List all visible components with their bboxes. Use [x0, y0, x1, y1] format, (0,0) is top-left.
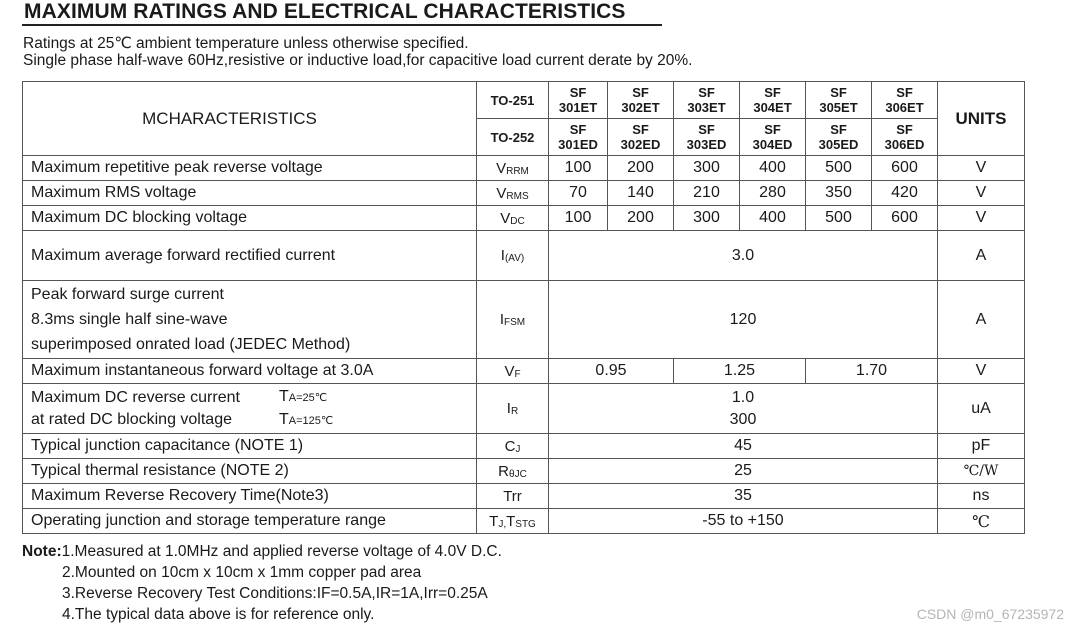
vrms-value-306: 420 — [872, 181, 938, 206]
part-302et: SF 302ET — [608, 82, 674, 119]
vdc-value-306: 600 — [872, 206, 938, 231]
units-header: UNITS — [938, 82, 1025, 156]
vrms-symbol: VRMS — [477, 181, 549, 206]
notes-label: Note: — [22, 543, 62, 560]
vrms-value-304: 280 — [740, 181, 806, 206]
vrms-value-305: 350 — [806, 181, 872, 206]
vrrm-value-306: 600 — [872, 156, 938, 181]
tj-symbol: TJ,TSTG — [477, 509, 549, 534]
cj-symbol: CJ — [477, 434, 549, 459]
trr-value: 35 — [549, 484, 938, 509]
vdc-value-303: 300 — [674, 206, 740, 231]
ir-condition-25: TA=25℃ — [279, 388, 328, 405]
tj-unit: ℃ — [938, 509, 1025, 534]
ir-label-line-1: Maximum DC reverse current — [31, 388, 240, 406]
rth-value: 25 — [549, 459, 938, 484]
vrrm-value-302: 200 — [608, 156, 674, 181]
vrrm-value-304: 400 — [740, 156, 806, 181]
vrms-value-301: 70 — [549, 181, 608, 206]
vdc-symbol: VDC — [477, 206, 549, 231]
ifsm-unit: A — [938, 281, 1025, 359]
tj-label: Operating junction and storage temperature range — [23, 509, 477, 534]
characteristics-header: MCHARACTERISTICS — [23, 82, 477, 156]
rth-label: Typical thermal resistance (NOTE 2) — [23, 459, 477, 484]
trr-label: Maximum Reverse Recovery Time(Note3) — [23, 484, 477, 509]
ir-values — [549, 384, 938, 434]
package-to251: TO-251 — [477, 82, 549, 119]
vf-value-301-302: 0.95 — [549, 359, 674, 384]
cj-value: 45 — [549, 434, 938, 459]
part-301et: SF 301ET — [549, 82, 608, 119]
tj-value: -55 to +150 — [549, 509, 938, 534]
intro-line-1: Ratings at 25℃ ambient temperature unless otherwise specified. — [23, 35, 469, 52]
row-vf — [23, 359, 1025, 384]
row-vrms — [23, 181, 1025, 206]
note-2: 2.Mounted on 10cm x 10cm x 1mm copper pad area — [62, 564, 422, 581]
vf-value-303-304: 1.25 — [674, 359, 806, 384]
ifsm-label-line-3: superimposed onrated load (JEDEC Method) — [31, 336, 351, 353]
ratings-table — [22, 81, 1025, 534]
intro-line-2: Single phase half-wave 60Hz,resistive or inductive load,for capacitive load current derate by 20%. — [23, 52, 693, 69]
vrms-value-302: 140 — [608, 181, 674, 206]
row-trr — [23, 484, 1025, 509]
row-vdc — [23, 206, 1025, 231]
ir-value-25: 1.0 — [731, 388, 755, 406]
vf-unit: V — [938, 359, 1025, 384]
vf-label: Maximum instantaneous forward voltage at 3.0A — [23, 359, 477, 384]
part-301ed: SF 301ED — [549, 119, 608, 156]
ir-value-125: 300 — [729, 410, 757, 428]
ifsm-label — [23, 281, 477, 359]
iav-unit: A — [938, 231, 1025, 281]
vrms-unit: V — [938, 181, 1025, 206]
row-vrrm — [23, 156, 1025, 181]
vrrm-value-303: 300 — [674, 156, 740, 181]
trr-unit: ns — [938, 484, 1025, 509]
rth-unit: ℃/W — [938, 459, 1025, 484]
ifsm-label-line-1: Peak forward surge current — [31, 286, 224, 303]
iav-symbol: I(AV) — [477, 231, 549, 281]
ifsm-label-line-2: 8.3ms single half sine-wave — [31, 311, 228, 328]
vf-value-305-306: 1.70 — [806, 359, 938, 384]
vrms-value-303: 210 — [674, 181, 740, 206]
ir-unit: uA — [938, 384, 1025, 434]
vdc-unit: V — [938, 206, 1025, 231]
cj-unit: pF — [938, 434, 1025, 459]
vrrm-value-301: 100 — [549, 156, 608, 181]
part-305et: SF 305ET — [806, 82, 872, 119]
row-iav — [23, 231, 1025, 281]
part-302ed: SF 302ED — [608, 119, 674, 156]
vrrm-unit: V — [938, 156, 1025, 181]
part-303et: SF 303ET — [674, 82, 740, 119]
cj-label: Typical junction capacitance (NOTE 1) — [23, 434, 477, 459]
vdc-label: Maximum DC blocking voltage — [23, 206, 477, 231]
row-thermal-resistance — [23, 459, 1025, 484]
ir-label — [23, 384, 477, 434]
iav-label: Maximum average forward rectified current — [23, 231, 477, 281]
vrms-label: Maximum RMS voltage — [23, 181, 477, 206]
row-ifsm — [23, 281, 1025, 359]
part-304et: SF 304ET — [740, 82, 806, 119]
vrrm-symbol: VRRM — [477, 156, 549, 181]
header-row-to251 — [23, 82, 1025, 119]
ir-conditions — [279, 386, 333, 432]
vrrm-label: Maximum repetitive peak reverse voltage — [23, 156, 477, 181]
watermark: CSDN @m0_67235972 — [916, 606, 1064, 622]
ir-condition-125: TA=125℃ — [279, 411, 334, 428]
note-3: 3.Reverse Recovery Test Conditions:IF=0.5A,IR=1A,Irr=0.25A — [62, 585, 488, 602]
ifsm-value: 120 — [549, 281, 938, 359]
note-1: Note:1.Measured at 1.0MHz and applied reverse voltage of 4.0V D.C. — [22, 543, 502, 560]
vdc-value-301: 100 — [549, 206, 608, 231]
vdc-value-304: 400 — [740, 206, 806, 231]
vrrm-value-305: 500 — [806, 156, 872, 181]
vdc-value-305: 500 — [806, 206, 872, 231]
vf-symbol: VF — [477, 359, 549, 384]
iav-value: 3.0 — [549, 231, 938, 281]
row-ir — [23, 384, 1025, 434]
part-306et: SF 306ET — [872, 82, 938, 119]
part-303ed: SF 303ED — [674, 119, 740, 156]
trr-symbol: Trr — [477, 484, 549, 509]
part-304ed: SF 304ED — [740, 119, 806, 156]
package-to252: TO-252 — [477, 119, 549, 156]
note-4: 4.The typical data above is for reference only. — [62, 606, 375, 623]
ifsm-symbol: IFSM — [477, 281, 549, 359]
part-305ed: SF 305ED — [806, 119, 872, 156]
row-temperature-range — [23, 509, 1025, 534]
vdc-value-302: 200 — [608, 206, 674, 231]
ir-symbol: IR — [477, 384, 549, 434]
part-306ed: SF 306ED — [872, 119, 938, 156]
title-underline — [22, 24, 662, 26]
ir-label-line-2: at rated DC blocking voltage — [31, 410, 232, 428]
row-cj — [23, 434, 1025, 459]
document-title: MAXIMUM RATINGS AND ELECTRICAL CHARACTERISTICS — [24, 0, 626, 23]
rth-symbol: RθJC — [477, 459, 549, 484]
